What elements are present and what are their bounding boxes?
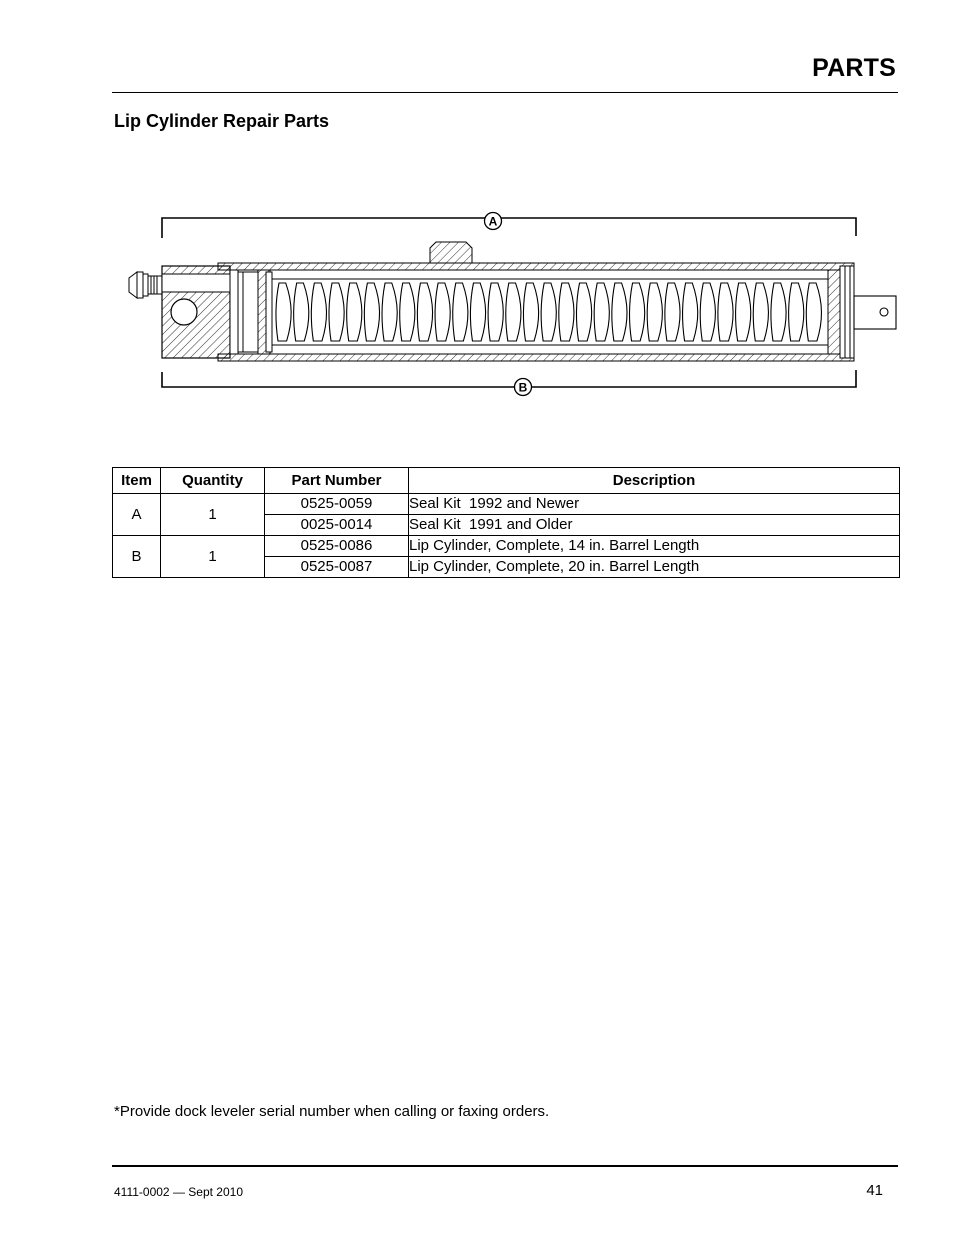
gland (828, 266, 854, 358)
part-number-cell: 0525-0086 (265, 536, 409, 557)
top-rule (112, 92, 898, 93)
end-cap (162, 266, 230, 358)
lip-cylinder-diagram (110, 200, 910, 410)
description-cell: Lip Cylinder, Complete, 20 in. Barrel Length (409, 557, 900, 578)
bottom-rule (112, 1165, 898, 1167)
part-number-cell: 0025-0014 (265, 515, 409, 536)
hydraulic-fitting (129, 272, 162, 298)
dimension-line-a (162, 218, 856, 238)
ordering-note: *Provide dock leveler serial number when calling or faxing orders. (114, 1103, 550, 1120)
page-heading: Lip Cylinder Repair Parts (114, 111, 330, 131)
piston (230, 270, 272, 354)
rod-tube (272, 279, 828, 345)
parts-table (112, 467, 900, 578)
callout-a (485, 213, 502, 230)
callout-b-label: B (518, 380, 528, 395)
rod-clevis (854, 296, 896, 329)
port-boss (430, 242, 472, 263)
quantity-cell: 1 (161, 494, 265, 536)
item-cell: A (113, 494, 161, 536)
document-id: 4111-0002 — Sept 2010 (114, 1185, 243, 1199)
dimension-line-b (162, 370, 856, 387)
quantity-cell: 1 (161, 536, 265, 578)
callout-b (515, 379, 532, 396)
header-item: Item (113, 468, 161, 494)
description-cell: Seal Kit 1992 and Newer (409, 494, 900, 515)
header-part-number: Part Number (265, 468, 409, 494)
page-number: 41 (866, 1182, 883, 1199)
description-cell: Seal Kit 1991 and Older (409, 515, 900, 536)
description-cell: Lip Cylinder, Complete, 14 in. Barrel Length (409, 536, 900, 557)
header-quantity: Quantity (161, 468, 265, 494)
table-row (113, 494, 900, 515)
header-description: Description (409, 468, 900, 494)
part-number-cell: 0525-0087 (265, 557, 409, 578)
section-title: PARTS (812, 54, 896, 82)
table-header-row (113, 468, 900, 494)
table-row (113, 536, 900, 557)
part-number-cell: 0525-0059 (265, 494, 409, 515)
item-cell: B (113, 536, 161, 578)
callout-a-label: A (488, 214, 498, 229)
